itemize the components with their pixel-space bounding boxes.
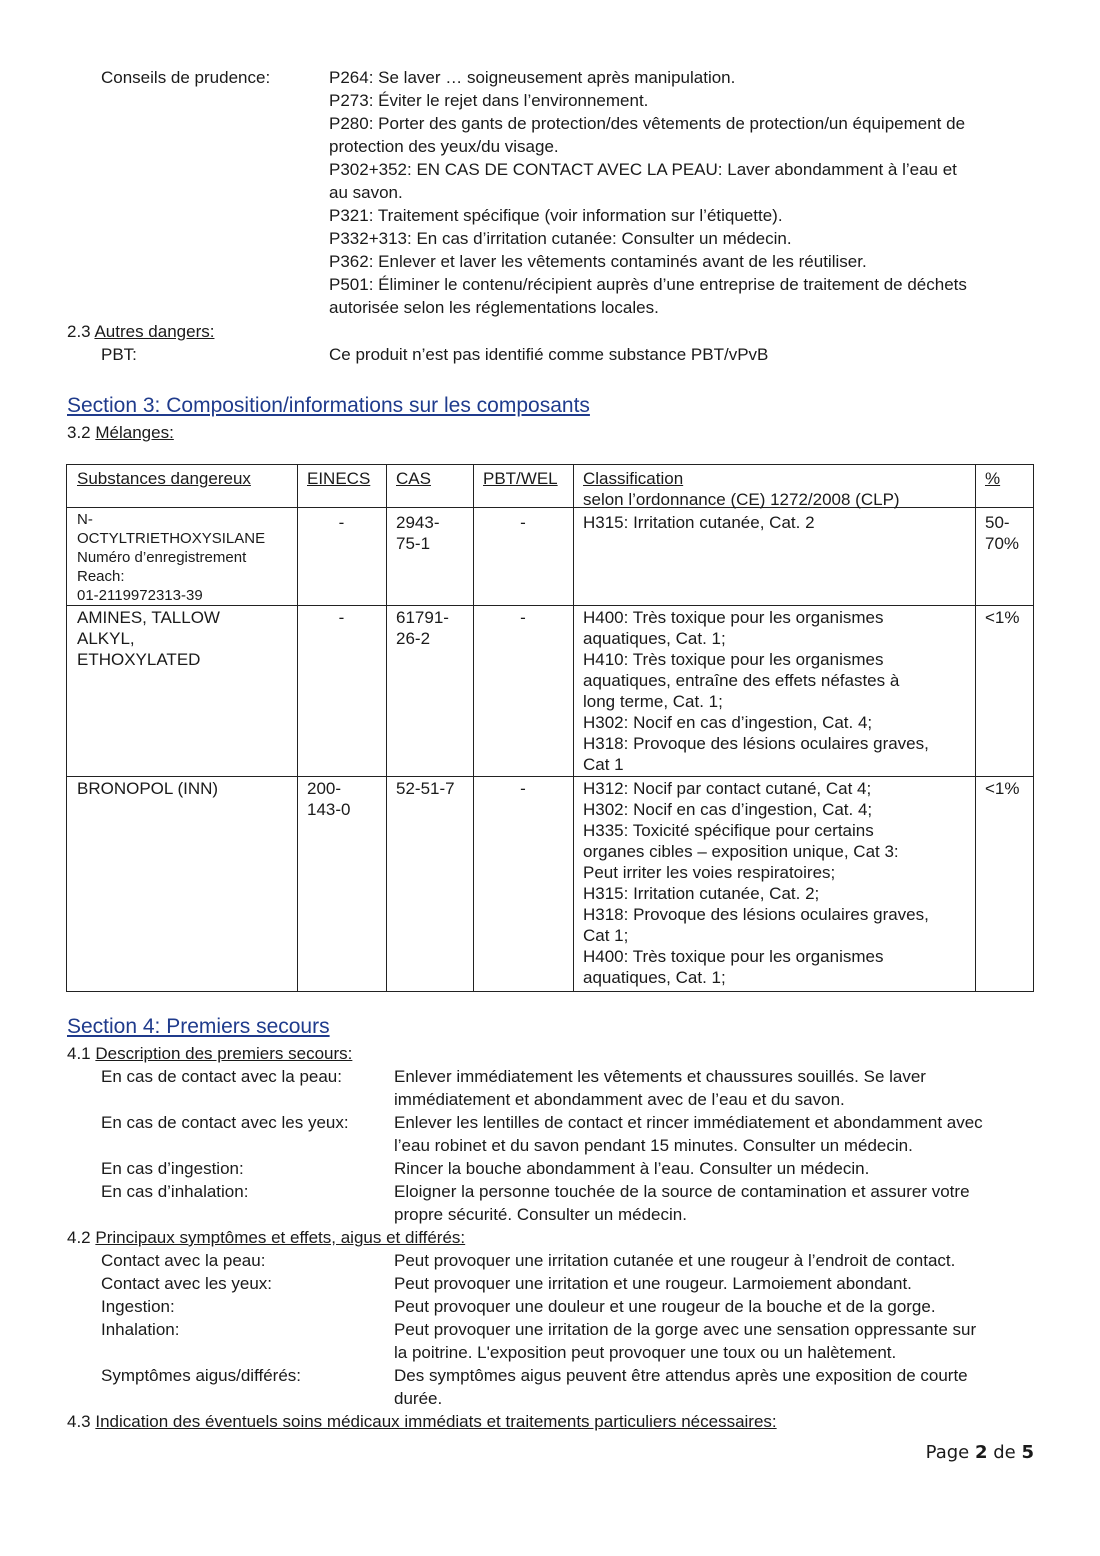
footer-page-total: 5 <box>1021 1442 1034 1463</box>
pbt-value: Ce produit n’est pas identifié comme substance PBT/vPvB <box>329 345 769 364</box>
prudence-line: P362: Enlever et laver les vêtements contaminés avant de les réutiliser. <box>329 252 867 271</box>
section3-title: Section 3: Composition/informations sur les composants <box>67 394 590 417</box>
s41-number: 4.1 <box>67 1044 91 1063</box>
table-row-divider <box>67 776 1033 777</box>
s41-label: En cas d’ingestion: <box>101 1159 244 1178</box>
row3-substance: BRONOPOL (INN) <box>77 779 219 798</box>
row2-class-line: aquatiques, Cat. 1; <box>583 629 726 648</box>
s42-label: Contact avec la peau: <box>101 1251 266 1270</box>
s41-text: Eloigner la personne touchée de la source de contamination et assurer votre <box>394 1182 970 1201</box>
s41-text: Rincer la bouche abondamment à l’eau. Consulter un médecin. <box>394 1159 870 1178</box>
row2-substance: ALKYL, <box>77 629 135 648</box>
prudence-line: P280: Porter des gants de protection/des vêtements de protection/un équipement de <box>329 114 966 133</box>
header-classification-line2: selon l’ordonnance (CE) 1272/2008 (CLP) <box>583 490 900 509</box>
row3-class-line: H335: Toxicité spécifique pour certains <box>583 821 874 840</box>
row2-class-line: long terme, Cat. 1; <box>583 692 723 711</box>
row2-substance: ETHOXYLATED <box>77 650 201 669</box>
prudence-line: protection des yeux/du visage. <box>329 137 559 156</box>
table-row <box>77 607 220 670</box>
page-footer <box>926 1442 1034 1463</box>
s42-number: 4.2 <box>67 1228 91 1247</box>
s41-title: Description des premiers secours: <box>95 1044 353 1063</box>
s41-label: En cas de contact avec les yeux: <box>101 1113 349 1132</box>
autres-dangers-title: Autres dangers: <box>94 322 215 341</box>
row1-percent-line: 70% <box>985 534 1020 553</box>
s43-heading <box>67 1410 777 1433</box>
s41-label: En cas d’inhalation: <box>101 1182 249 1201</box>
row3-class-line: Peut irriter les voies respiratoires; <box>583 863 836 882</box>
prudence-line: autorisée selon les réglementations locales. <box>329 298 659 317</box>
row2-class-line: H410: Très toxique pour les organismes <box>583 650 884 669</box>
s42-heading <box>67 1226 465 1249</box>
section4-title: Section 4: Premiers secours <box>67 1015 330 1038</box>
row2-class-line: Cat 1 <box>583 755 624 774</box>
table-row <box>77 510 265 605</box>
row1-classification: H315: Irritation cutanée, Cat. 2 <box>583 513 815 532</box>
autres-dangers-heading <box>67 320 214 343</box>
row1-substance: OCTYLTRIETHOXYSILANE <box>77 530 266 547</box>
s41-text: propre sécurité. Consulter un médecin. <box>394 1205 687 1224</box>
row3-class-line: H302: Nocif en cas d’ingestion, Cat. 4; <box>583 800 873 819</box>
composition-table <box>66 464 1034 992</box>
footer-page-word: Page <box>925 1442 970 1463</box>
s42-text: Peut provoquer une irritation et une rougeur. Larmoiement abondant. <box>394 1274 912 1293</box>
row2-class-line: H302: Nocif en cas d’ingestion, Cat. 4; <box>583 713 873 732</box>
autres-dangers-number: 2.3 <box>67 322 91 341</box>
s42-label: Ingestion: <box>101 1297 175 1316</box>
table-col-divider <box>473 465 474 991</box>
footer-of-word: de <box>993 1442 1016 1463</box>
row1-substance: N- <box>77 511 93 528</box>
header-classification-line1: Classification <box>583 469 684 488</box>
row2-class-line: H400: Très toxique pour les organismes <box>583 608 884 627</box>
s42-label: Inhalation: <box>101 1320 180 1339</box>
row1-einecs: - <box>338 513 345 532</box>
row3-einecs <box>307 778 350 820</box>
s42-text: la poitrine. L'exposition peut provoquer une toux ou un halètement. <box>394 1343 897 1362</box>
row3-percent: <1% <box>985 779 1020 798</box>
row1-percent <box>985 512 1019 554</box>
prudence-line: P273: Éviter le rejet dans l’environnement. <box>329 91 649 110</box>
pbt-label: PBT: <box>101 345 137 364</box>
s42-text: Des symptômes aigus peuvent être attendus après une exposition de courte <box>394 1366 968 1385</box>
s42-title: Principaux symptômes et effets, aigus et différés: <box>95 1228 466 1247</box>
row1-reach: 01-2119972313-39 <box>77 587 203 604</box>
s41-text: immédiatement et abondamment avec de l’eau et du savon. <box>394 1090 845 1109</box>
header-substances: Substances dangereux <box>77 469 251 488</box>
table-col-divider <box>297 465 298 991</box>
s41-text: l’eau robinet et du savon pendant 15 minutes. Consulter un médecin. <box>394 1136 913 1155</box>
prudence-line: P332+313: En cas d’irritation cutanée: Consulter un médecin. <box>329 229 792 248</box>
row2-classification <box>583 607 929 775</box>
row3-classification <box>583 778 929 988</box>
row2-cas <box>396 607 449 649</box>
header-einecs: EINECS <box>307 469 371 488</box>
row2-class-line: aquatiques, entraîne des effets néfastes à <box>583 671 900 690</box>
s42-text: Peut provoquer une irritation de la gorge avec une sensation oppressante sur <box>394 1320 977 1339</box>
row1-cas <box>396 512 439 554</box>
s42-label: Symptômes aigus/différés: <box>101 1366 301 1385</box>
row2-class-line: H318: Provoque des lésions oculaires graves, <box>583 734 929 753</box>
footer-page-current: 2 <box>974 1442 988 1463</box>
prudence-line: P264: Se laver … soigneusement après manipulation. <box>329 68 736 87</box>
row2-substance: AMINES, TALLOW <box>77 608 220 627</box>
prudence-line: P321: Traitement spécifique (voir information sur l’étiquette). <box>329 206 783 225</box>
s42-text: durée. <box>394 1389 443 1408</box>
row3-einecs-line: 200- <box>307 779 342 798</box>
section3-sub-heading <box>67 421 174 444</box>
header-classification <box>583 468 900 510</box>
row1-cas-line: 2943- <box>396 513 440 532</box>
section3-sub-title: Mélanges: <box>95 423 174 442</box>
prudence-label: Conseils de prudence: <box>101 68 271 87</box>
table-col-divider <box>975 465 976 991</box>
row2-cas-line: 26-2 <box>396 629 431 648</box>
s42-text: Peut provoquer une douleur et une rougeur de la bouche et de la gorge. <box>394 1297 936 1316</box>
s42-label: Contact avec les yeux: <box>101 1274 273 1293</box>
row1-percent-line: 50- <box>985 513 1010 532</box>
s42-text: Peut provoquer une irritation cutanée et une rougeur à l’endroit de contact. <box>394 1251 956 1270</box>
header-pbt: PBT/WEL <box>483 469 558 488</box>
header-cas: CAS <box>396 469 431 488</box>
row1-pbt: - <box>520 513 526 532</box>
s41-text: Enlever immédiatement les vêtements et chaussures souillés. Se laver <box>394 1067 926 1086</box>
row3-cas: 52-51-7 <box>396 779 455 798</box>
row2-einecs: - <box>338 608 345 627</box>
s43-title: Indication des éventuels soins médicaux immédiats et traitements particuliers nécessaires: <box>95 1412 777 1431</box>
row2-percent: <1% <box>985 608 1020 627</box>
s43-number: 4.3 <box>67 1412 91 1431</box>
row1-cas-line: 75-1 <box>396 534 431 553</box>
row3-class-line: H318: Provoque des lésions oculaires graves, <box>583 905 929 924</box>
row3-pbt: - <box>520 779 526 798</box>
s41-heading <box>67 1042 352 1065</box>
prudence-line: au savon. <box>329 183 403 202</box>
row3-class-line: H400: Très toxique pour les organismes <box>583 947 884 966</box>
table-col-divider <box>573 465 574 991</box>
prudence-line: P302+352: EN CAS DE CONTACT AVEC LA PEAU: Laver abondamment à l’eau et <box>329 160 957 179</box>
table-row-divider <box>67 605 1033 606</box>
row2-cas-line: 61791- <box>396 608 449 627</box>
prudence-line: P501: Éliminer le contenu/récipient auprès d’une entreprise de traitement de déchets <box>329 275 967 294</box>
row1-reach: Reach: <box>77 568 125 585</box>
s41-text: Enlever les lentilles de contact et rincer immédiatement et abondamment avec <box>394 1113 983 1132</box>
row3-class-line: Cat 1; <box>583 926 629 945</box>
row2-pbt: - <box>520 608 526 627</box>
row3-class-line: organes cibles – exposition unique, Cat 3: <box>583 842 899 861</box>
row3-class-line: H312: Nocif par contact cutané, Cat 4; <box>583 779 872 798</box>
header-percent: % <box>985 469 1001 488</box>
table-col-divider <box>386 465 387 991</box>
row1-reach: Numéro d’enregistrement <box>77 549 247 566</box>
table-row <box>77 778 218 799</box>
section3-sub-number: 3.2 <box>67 423 91 442</box>
row3-class-line: H315: Irritation cutanée, Cat. 2; <box>583 884 820 903</box>
row3-class-line: aquatiques, Cat. 1; <box>583 968 726 987</box>
row3-einecs-line: 143-0 <box>307 800 351 819</box>
s41-label: En cas de contact avec la peau: <box>101 1067 342 1086</box>
